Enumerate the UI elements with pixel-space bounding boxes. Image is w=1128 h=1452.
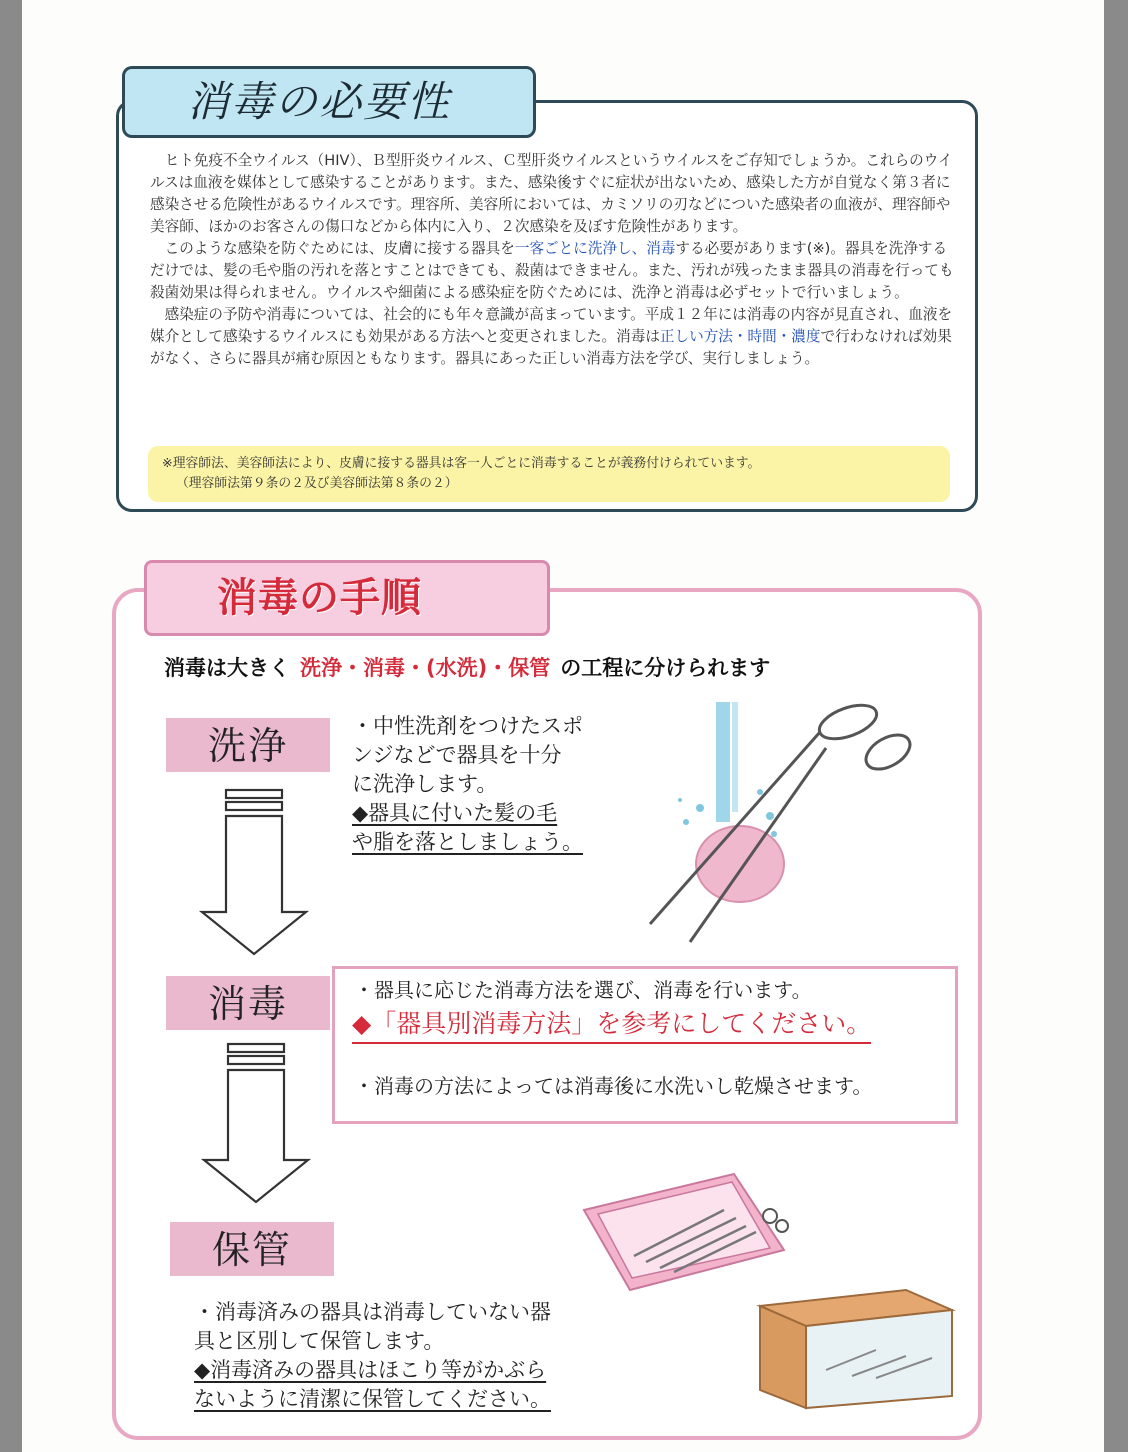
disinfect-line1: ・器具に応じた消毒方法を選び、消毒を行います。 [354, 978, 812, 1002]
para3-highlight: 正しい方法・時間・濃度 [659, 328, 821, 345]
para3-text-a: 感染症の予防や消毒については、社会的にも年々意識が高まっています。平成１２年には消毒の内容が見直され、血液を媒介として感染するウイルスにも効果がある方法へと変更されました。消毒は [150, 306, 953, 345]
necessity-para3 [150, 304, 958, 370]
scissors-sponge-illustration [620, 696, 920, 956]
intro-text-c: の工程に分けられます [560, 656, 771, 680]
arrow-down-icon [198, 1040, 314, 1206]
para2-text-c: する必要があります(※)。器具を洗浄するだけでは、髪の毛や脂の汚れを落とすことはできても、殺菌はできません。また、汚れが残ったまま器具の消毒を行っても殺菌効果は得られません。ウイルスや細菌による感染症を防ぐためには、洗浄と消毒は必ずセットで行いましょう。 [150, 240, 954, 301]
para2-text-a: このような感染を防ぐためには、皮膚に接する器具を [164, 240, 515, 257]
storage-line3: ◆消毒済みの器具はほこり等がかぶら [194, 1358, 547, 1382]
legal-note-line2: （理容師法第９条の２及び美容師法第８条の２） [176, 476, 458, 491]
arrow-down-icon [196, 786, 312, 958]
para3-text-c: で行わなければ効果がなく、さらに器具が痛む原因ともなります。器具にあった正しい消毒方法を学び、実行しましょう。 [150, 328, 952, 367]
intro-text-a: 消毒は大きく [164, 656, 290, 680]
step-label-storage: 保管 [170, 1222, 334, 1276]
wash-line3: に洗浄します。 [352, 772, 498, 796]
disinfect-line3: ・消毒の方法によっては消毒後に水洗いし乾燥させます。 [354, 1074, 873, 1098]
intro-steps: 洗浄・消毒・(水洗)・保管 [300, 656, 551, 680]
step-text-wash [352, 712, 583, 857]
storage-line2: 具と区別して保管します。 [194, 1329, 445, 1353]
wash-line4: ◆器具に付いた髪の毛 [352, 801, 558, 825]
wash-line2: ンジなどで器具を十分 [352, 743, 562, 767]
necessity-body [150, 150, 958, 370]
step-text-storage [194, 1298, 551, 1414]
storage-cabinet-illustration [756, 1286, 956, 1412]
storage-line4: ないように清潔に保管してください。 [194, 1387, 551, 1411]
wash-line1: ・中性洗剤をつけたスポ [352, 714, 583, 738]
step-label-wash: 洗浄 [166, 718, 330, 772]
disinfect-line2: ◆「器具別消毒方法」を参考にしてください。 [352, 1004, 871, 1044]
necessity-title: 消毒の必要性 [122, 66, 536, 138]
storage-line1: ・消毒済みの器具は消毒していない器 [194, 1300, 551, 1324]
tool-tray-illustration [574, 1170, 794, 1294]
procedure-title: 消毒の手順 [144, 560, 550, 636]
legal-note [148, 446, 950, 502]
necessity-para1: ヒト免疫不全ウイルス（HIV）、Ｂ型肝炎ウイルス、Ｃ型肝炎ウイルスというウイルスをご存知でしょうか。これらのウイルスは血液を媒体として感染することがあります。また、感染後すぐに症状が出ないため、感染した方が自覚なく第３者に感染させる危険性があるウイルスです。理容所、美容所においては、カミソリの刃などについた感染者の血液が、理容師や美容師、ほかのお客さんの傷口などから体内に入り、２次感染を及ぼす危険性があります。 [150, 152, 953, 235]
step-label-disinfect: 消毒 [166, 976, 330, 1030]
procedure-intro [164, 652, 924, 682]
legal-note-line1: ※理容師法、美容師法により、皮膚に接する器具は客一人ごとに消毒することが義務付けられています。 [162, 456, 761, 471]
para2-highlight: 一客ごとに洗浄し、消毒 [514, 240, 676, 257]
necessity-para2 [150, 238, 958, 304]
wash-line5: や脂を落としましょう。 [352, 830, 583, 854]
